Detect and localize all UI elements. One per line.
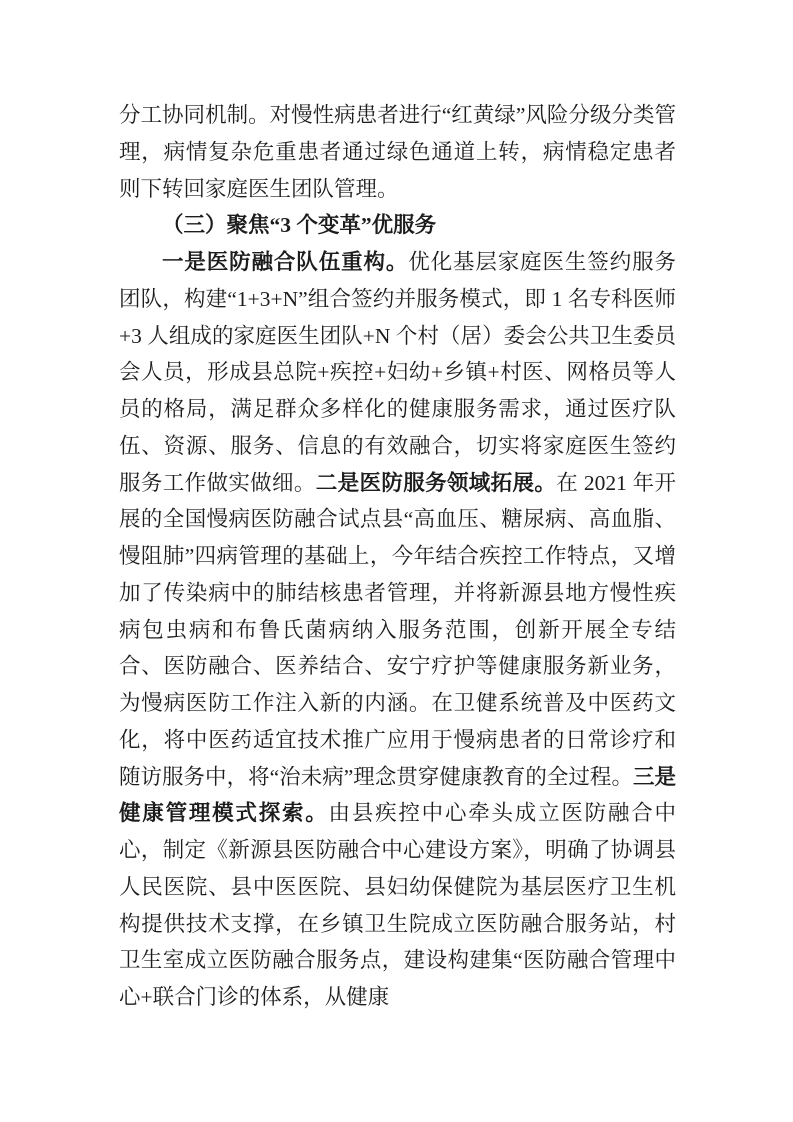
subpoint-1-title: 一是医防融合队伍重构。 — [162, 250, 409, 274]
subpoint-2-body: 在 2021 年开展的全国慢病医防融合试点县“高血压、糖尿病、高血脂、慢阻肺”四病管理的基础上，今年结合疾控工作特点，又增加了传染病中的肺结核患者管理，并将新源县地方慢性疾病包虫病和布鲁氏菌病纳入服务范围，创新开展全专结合、医防融合、医养结合、安宁疗护等健康服务新业务，为慢病医防工作注入新的内涵。在卫健系统普及中医药文化，将中医药适宜技术推广应用于慢病患者的日常诊疗和随访服务中，将“治未病”理念贯穿健康教育的全过程。 — [119, 470, 676, 789]
paragraph-main — [119, 244, 676, 1016]
subpoint-2-title: 二是医防服务领域拓展。 — [315, 470, 557, 495]
section-heading: （三）聚焦“3 个变革”优服务 — [162, 213, 437, 238]
subpoint-1-body: 优化基层家庭医生签约服务团队，构建“1+3+N”组合签约并服务模式，即 1 名专科医师+3 人组成的家庭医生团队+N 个村（居）委会公共卫生委员会人员，形成县总院+疾控+妇幼+乡镇+村医、网格员等人员的格局，满足群众多样化的健康服务需求，通过医疗队伍、资源、服务、信息的有效融合，切实将家庭医生签约服务工作做实做细。 — [119, 250, 676, 495]
paragraph-continuation: 分工协同机制。对慢性病患者进行“红黄绿”风险分级分类管理，病情复杂危重患者通过绿色通道上转，病情稳定患者则下转回家庭医生团队管理。 — [119, 103, 676, 201]
subpoint-3-title: 三是健康管理模式探索。 — [119, 764, 676, 826]
subpoint-3-body: 由县疾控中心牵头成立医防融合中心，制定《新源县医防融合中心建设方案》，明确了协调县人民医院、县中医医院、县妇幼保健院为基层医疗卫生机构提供技术支撑，在乡镇卫生院成立医防融合服务站，村卫生室成立医防融合服务点，建设构建集“医防融合管理中心+联合门诊的体系，从健康 — [119, 801, 676, 1009]
